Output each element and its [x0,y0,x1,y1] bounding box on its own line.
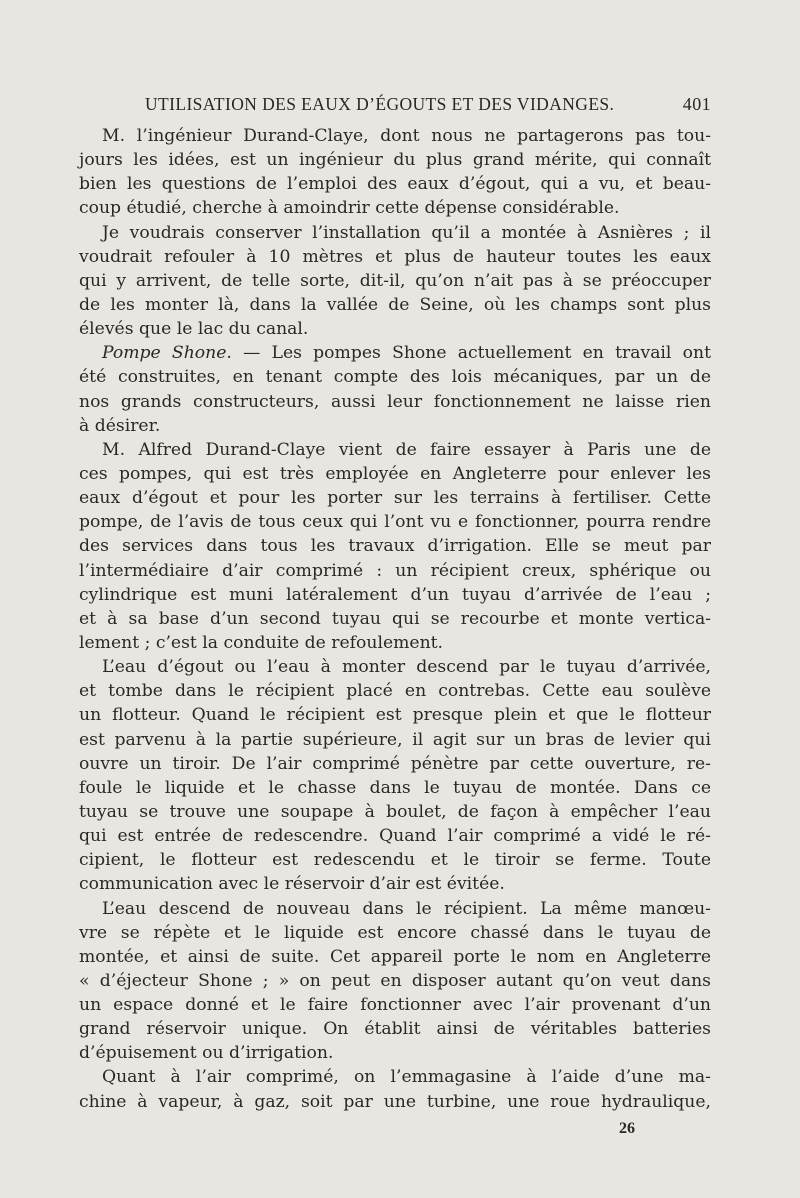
text-line: et tombe dans le récipient placé en contrebas. Cette eau soulève [79,681,711,702]
text-line: tuyau se trouve une soupape à boulet, de façon à empêcher l’eau [79,801,711,822]
text-line: qui y arrivent, de telle sorte, dit-il, qu’on n’ait pas à se préoccuper [79,270,711,291]
paragraph-alfred-durand-claye [79,438,711,655]
text-line: des services dans tous les travaux d’irrigation. Elle se meut par [79,536,711,557]
text-line: foule le liquide et le chasse dans le tuyau de montée. Dans ce [79,777,711,798]
paragraph-eau-d-egout [79,655,711,896]
text-line-rest: — Les pompes Shone actuellement en travail ont [231,343,712,364]
signature-mark: 26 [619,1120,635,1137]
running-header [145,94,711,124]
text-line: qui est entrée de redescendre. Quand l’air comprimé a vidé le ré- [79,826,711,847]
paragraph-durand-claye [79,124,711,221]
paragraph-ejecteur-shone [79,897,711,1066]
text-line: à désirer. [79,415,161,436]
text-line: Quant à l’air comprimé, on l’emmagasine à l’aide d’une ma- [102,1067,711,1088]
text-line: voudrait refouler à 10 mètres et plus de hauteur toutes les eaux [79,246,711,267]
text-line: été construites, en tenant compte des lois mécaniques, par un de [79,367,711,388]
text-line: l’intermédiaire d’air comprimé : un récipient creux, sphérique ou [79,560,711,581]
text-line: nos grands constructeurs, aussi leur fonctionnement ne laisse rien [79,391,711,412]
text-line: Je voudrais conserver l’installation qu’il a montée à Asnières ; il [102,222,711,243]
text-line: M. Alfred Durand-Claye vient de faire essayer à Paris une de [102,439,711,460]
text-line: eaux d’égout et pour les porter sur les terrains à fertiliser. Cette [79,488,711,509]
text-line [79,341,711,365]
text-line: cipient, le flotteur est redescendu et le tiroir se ferme. Toute [79,850,711,871]
text-line: grand réservoir unique. On établit ainsi de véritables batteries [79,1019,711,1040]
text-line: M. l’ingénieur Durand-Claye, dont nous ne partagerons pas tou- [102,126,711,146]
text-line: L’eau descend de nouveau dans le récipient. La même manœu- [102,898,711,919]
text-line: lement ; c’est la conduite de refoulement. [79,632,444,653]
page-number: 401 [682,94,711,114]
text-line: ces pompes, qui est très employée en Angleterre pour enlever les [79,463,711,484]
text-line: montée, et ainsi de suite. Cet appareil porte le nom en Angleterre [79,946,711,967]
paragraph-asnieres [79,221,711,342]
italic-lead: Pompe Shone. [102,343,232,364]
paragraph-air-comprime [79,1065,711,1113]
text-line: vre se répète et le liquide est encore chassé dans le tuyau de [79,922,711,943]
text-line: chine à vapeur, à gaz, soit par une turbine, une roue hydraulique, [79,1091,711,1112]
paragraph-pompe-shone [79,341,711,438]
text-line: et à sa base d’un second tuyau qui se recourbe et monte vertica- [79,608,711,629]
text-line: de les monter là, dans la vallée de Seine, où les champs sont plus [79,294,711,315]
text-line: « d’éjecteur Shone ; » on peut en disposer autant qu’on veut dans [79,970,711,991]
text-line: L’eau d’égout ou l’eau à monter descend par le tuyau d’arrivée, [102,657,711,678]
text-line: un flotteur. Quand le récipient est presque plein et que le flotteur [79,705,711,726]
text-line: pompe, de l’avis de tous ceux qui l’ont vu e fonctionner, pourra rendre [79,512,711,533]
text-line: jours les idées, est un ingénieur du plus grand mérite, qui connaît [79,150,711,171]
text-line: d’épuisement ou d’irrigation. [79,1043,334,1064]
body-text [79,124,711,1114]
running-title: UTILISATION DES EAUX D’ÉGOUTS ET DES VIDANGES. [145,94,615,114]
text-line: est parvenu à la partie supérieure, il agit sur un bras de levier qui [79,729,711,750]
text-line: ouvre un tiroir. De l’air comprimé pénètre par cette ouverture, re- [79,753,711,774]
text-line: bien les questions de l’emploi des eaux d’égout, qui a vu, et beau- [79,174,711,195]
text-line: communication avec le réservoir d’air est évitée. [79,874,505,895]
text-line: cylindrique est muni latéralement d’un tuyau d’arrivée de l’eau ; [79,584,711,605]
text-line: coup étudié, cherche à amoindrir cette dépense considérable. [79,198,620,219]
text-line: élevés que le lac du canal. [79,319,309,340]
text-line: un espace donné et le faire fonctionner avec l’air provenant d’un [79,995,711,1016]
